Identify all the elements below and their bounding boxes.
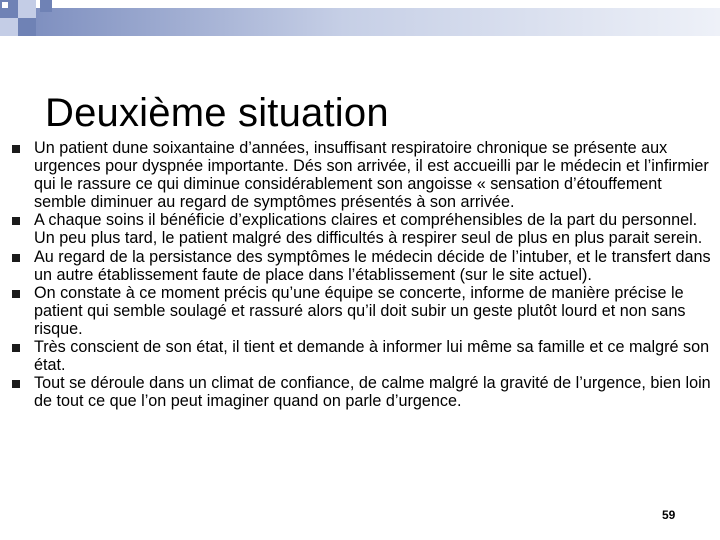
bullet-text: Très conscient de son état, il tient et demande à informer lui même sa famille et ce malgré son état.: [34, 338, 710, 375]
bullet-text: A chaque soins il bénéficie d’explications claires et compréhensibles de la part du personnel. Un peu plus tard, le patient malgré des difficultés à respirer seul de plus en plus parait serein.: [34, 211, 703, 248]
bullet-text: Au regard de la persistance des symptômes le médecin décide de l’intuber, et le transfert dans un autre établissement faute de place dans l’établissement (sur le site actuel).: [34, 247, 711, 284]
decor-square: [18, 18, 36, 36]
decor-square: [2, 2, 8, 8]
square-bullet-icon: [12, 217, 20, 225]
square-bullet-icon: [12, 145, 20, 153]
bullet-item: [12, 374, 712, 410]
square-bullet-icon: [12, 254, 20, 262]
bullet-item: [12, 338, 712, 374]
square-bullet-icon: [12, 344, 20, 352]
bullet-item: [12, 284, 712, 338]
decor-square: [18, 0, 36, 18]
bullet-text: Un patient dune soixantaine d’années, insuffisant respiratoire chronique se présente aux urgences pour dyspnée importante. Dés son arrivée, il est accueilli par le médecin et l’infirmier qui le rassure ce qui diminue considérablement son angoisse « sensation d’étouffement semble diminuer au regard de symptômes présentés à son arrivée.: [34, 139, 709, 212]
bullet-item: [12, 248, 712, 284]
page-number: 59: [662, 508, 676, 522]
square-bullet-icon: [12, 380, 20, 388]
bullet-text: Tout se déroule dans un climat de confiance, de calme malgré la gravité de l’urgence, bien loin de tout ce que l’on peut imaginer quand on parle d’urgence.: [34, 374, 711, 411]
header-gradient-band: [36, 8, 720, 36]
bullet-item: [12, 139, 712, 211]
slide-title: Deuxième situation: [45, 90, 389, 135]
decor-square: [40, 0, 52, 12]
bullet-item: [12, 211, 712, 247]
square-bullet-icon: [12, 290, 20, 298]
bullet-text: On constate à ce moment précis qu’une équipe se concerte, informe de manière précise le patient qui semble soulagé et rassuré alors qu’il doit subir un geste plutôt lourd et non sans risque.: [34, 283, 686, 338]
bullet-list: [12, 139, 712, 410]
decor-square: [0, 18, 18, 36]
